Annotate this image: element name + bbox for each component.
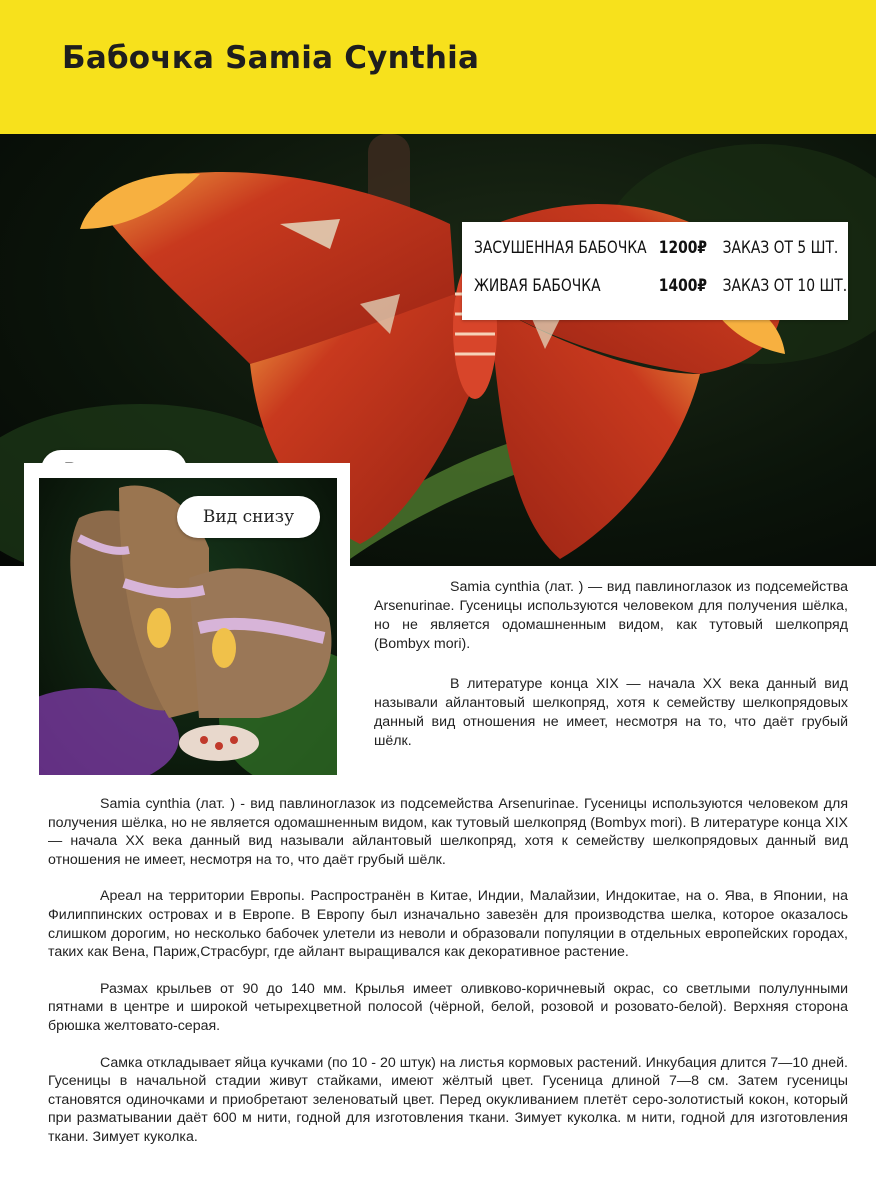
page-title: Бабочка Samia Cynthia	[62, 40, 480, 76]
price-name: ЗАСУШЕННАЯ БАБОЧКА	[474, 238, 647, 257]
body-paragraph: Размах крыльев от 90 до 140 мм. Крылья имеет оливково-коричневый окрас, со светлыми полулунными пятнами в центре и широкой четырехцветной полосой (чёрной, белой, розовой и розовато-белой). Верхняя сторона брюшка желтовато-серая.	[48, 980, 848, 1034]
side-paragraph: В литературе конца XIX — начала XX века данный вид называли айлантовый шелкопряд, хотя к семейству шелкопрядовых данный вид отношения не имеет, несмотря на то, что даёт грубый шёлк.	[374, 676, 848, 749]
side-paragraph: Samia cynthia (лат. ) — вид павлиноглазок из подсемейства Arsenurinae. Гусеницы используются человеком для получения шёлка, но не является одомашненным видом, как тутовый шелкопряд (Bombyx mori).	[374, 579, 848, 652]
price-value: 1200₽	[658, 238, 708, 257]
body-text-block	[48, 795, 848, 1165]
price-order: ЗАКАЗ ОТ 5 ШТ.	[722, 238, 839, 257]
body-paragraph: Ареал на территории Европы. Распространён в Китае, Индии, Малайзии, Индокитае, на о. Ява, в Японии, на Филиппинских островах и в Европе. В Европу был изначально завезён для производства шелка, которое оказалось слишком дорогим, но несколько бабочек улетели из неволи и образовали популяции в отдельных европейских городах, таких как Вена, Париж,Страсбург, где айлант выращивался как декоративное растение.	[48, 888, 848, 961]
body-paragraph: Самка откладывает яйца кучками (по 10 - 20 штук) на листья кормовых растений. Инкубация длится 7—10 дней. Гусеницы в начальной стадии живут стайками, имеют жёлтый цвет. Гусеница длиной 7—8 см. Затем гусеницы становятся одиночками и приобретают зеленоватый цвет. Перед окукливанием плетёт серо-золотистый кокон, который при разматывании даёт 600 м нити, годной для изготовления ткани. Зимует куколка. м нити, годной для изготовления ткани. Зимует куколка.	[48, 1054, 848, 1145]
price-value: 1400₽	[658, 276, 708, 295]
price-order: ЗАКАЗ ОТ 10 ШТ.	[722, 276, 848, 295]
side-text-block	[374, 578, 848, 772]
bottom-view-label: Вид снизу	[177, 496, 320, 538]
body-paragraph: Samia cynthia (лат. ) - вид павлиноглазок из подсемейства Arsenurinae. Гусеницы используются человеком для получения шёлка, но не является одомашненным видом, как тутовый шелкопряд (Bombyx mori). В литературе конца XIX — начала XX века данный вид называли айлантовый шелкопряд, хотя к семейству шелкопрядовых данный вид отношения не имеет, несмотря на то, что даёт грубый шёлк.	[48, 796, 848, 868]
price-box	[462, 222, 848, 320]
price-row-dried	[474, 238, 839, 268]
price-row-live	[474, 276, 848, 306]
price-name: ЖИВАЯ БАБОЧКА	[474, 276, 601, 295]
